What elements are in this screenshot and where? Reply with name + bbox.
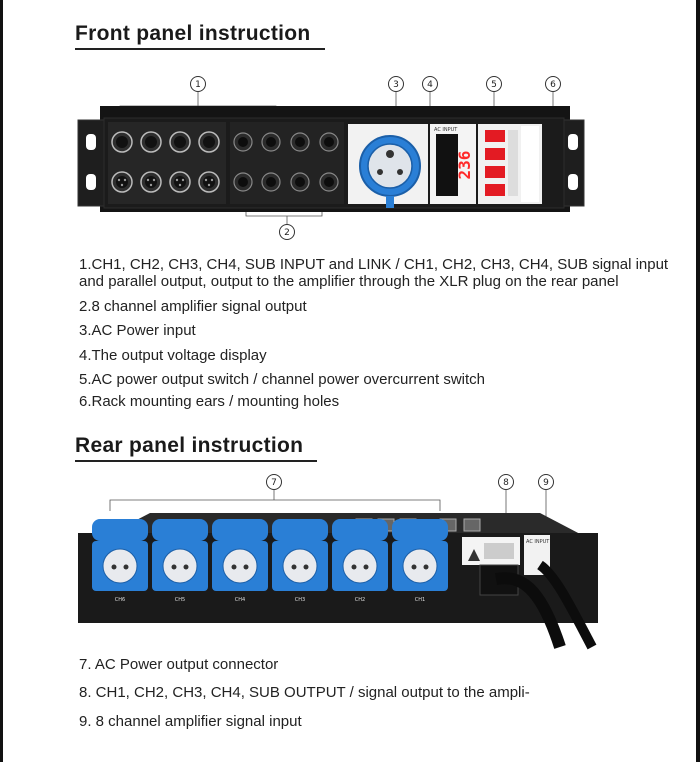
warning-label xyxy=(462,537,520,565)
ac-socket-ch3 xyxy=(272,519,328,603)
front-item-4: 4.The output voltage display xyxy=(79,347,267,364)
rear-panel-image xyxy=(0,465,700,650)
right-mounting-hole-bottom xyxy=(568,174,578,190)
front-item-1-line1: 1.CH1, CH2, CH3, CH4, SUB INPUT and LINK / CH1, CH2, CH3, CH4, SUB signal input xyxy=(79,256,669,273)
svg-text:6: 6 xyxy=(550,80,556,90)
rear-panel-title: Rear panel instruction xyxy=(75,434,304,457)
svg-text:AC INPUT: AC INPUT xyxy=(434,127,458,133)
rear-title-underline xyxy=(75,460,317,462)
xlr-input-group xyxy=(108,122,226,204)
front-item-6: 6.Rack mounting ears / mounting holes xyxy=(79,393,340,410)
front-item-1-line2: and parallel output, output to the amplifier through the XLR plug on the rear panel xyxy=(79,273,619,290)
callout-7 xyxy=(267,475,282,490)
left-mounting-hole-top xyxy=(86,134,96,150)
svg-text:3: 3 xyxy=(393,80,399,90)
ac-socket-ch5 xyxy=(152,519,208,603)
svg-text:236: 236 xyxy=(455,150,474,180)
left-rack-ear xyxy=(78,120,106,206)
svg-text:2: 2 xyxy=(284,228,290,238)
callout-3 xyxy=(389,77,404,92)
socket-label-ch4: CH4 xyxy=(234,597,246,603)
svg-text:4: 4 xyxy=(427,80,433,90)
callout-9 xyxy=(539,475,554,490)
ac-socket-ch1 xyxy=(392,519,448,603)
left-mounting-hole-bottom xyxy=(86,174,96,190)
svg-text:9: 9 xyxy=(543,478,549,488)
socket-label-ch5: CH5 xyxy=(174,597,186,603)
front-panel-title: Front panel instruction xyxy=(75,22,311,45)
svg-text:1: 1 xyxy=(195,80,201,90)
svg-text:AC INPUT: AC INPUT xyxy=(526,539,550,545)
socket-label-ch1: CH1 xyxy=(414,597,426,603)
svg-text:7: 7 xyxy=(271,478,277,488)
ac-power-input-connector xyxy=(348,124,428,208)
socket-label-ch2: CH2 xyxy=(354,597,366,603)
front-item-3: 3.AC Power input xyxy=(79,322,196,339)
rear-item-9: 9. 8 channel amplifier signal input xyxy=(79,713,302,730)
callout-6 xyxy=(546,77,561,92)
callout-1 xyxy=(191,77,206,92)
front-item-2: 2.8 channel amplifier signal output xyxy=(79,298,307,315)
callout-2 xyxy=(280,225,295,240)
ac-socket-ch4 xyxy=(212,519,268,603)
front-item-5: 5.AC power output switch / channel power overcurrent switch xyxy=(79,371,486,388)
ac-socket-ch2 xyxy=(332,519,388,603)
rear-item-7: 7. AC Power output connector xyxy=(79,656,279,673)
rear-item-8: 8. CH1, CH2, CH3, CH4, SUB OUTPUT / signal output to the ampli- xyxy=(79,684,530,701)
callout-5 xyxy=(487,77,502,92)
svg-text:5: 5 xyxy=(491,80,497,90)
ac-socket-ch6 xyxy=(92,519,148,603)
right-mounting-hole-top xyxy=(568,134,578,150)
socket-label-ch3: CH3 xyxy=(294,597,306,603)
callout-8 xyxy=(499,475,514,490)
output-connector-group xyxy=(230,122,344,204)
callout-4 xyxy=(423,77,438,92)
socket-label-ch6: CH6 xyxy=(114,597,126,603)
front-panel-image xyxy=(0,0,700,250)
right-rack-ear xyxy=(562,120,584,206)
svg-text:8: 8 xyxy=(503,478,509,488)
power-switch-panel xyxy=(478,124,542,204)
voltage-display xyxy=(430,124,476,204)
